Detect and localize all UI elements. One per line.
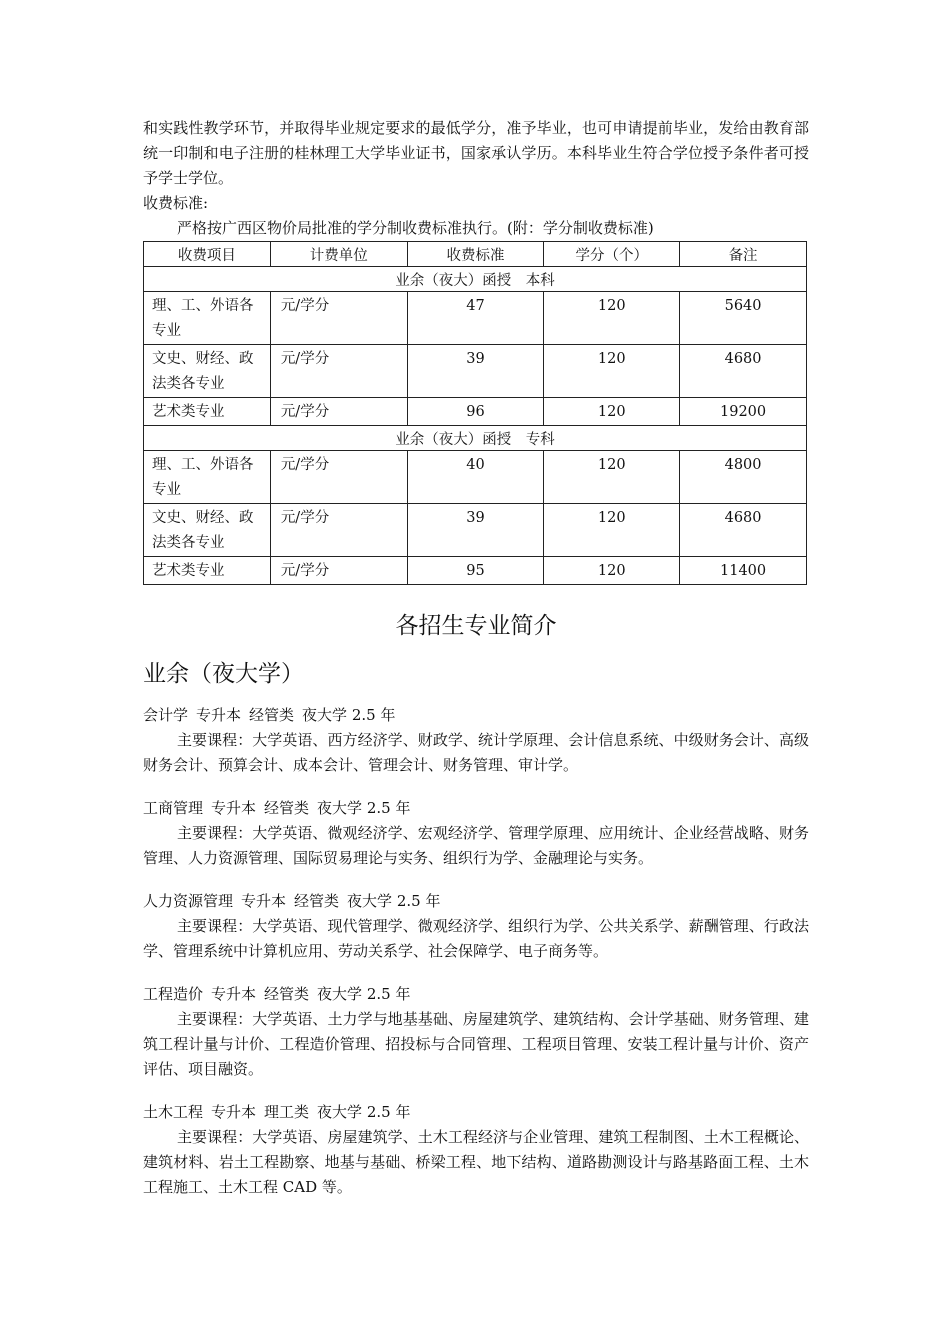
major-heading bbox=[143, 982, 809, 1007]
major-mode: 夜大学 2.5 年 bbox=[347, 892, 441, 910]
section-undergrad: 业余（夜大）函授 本科 bbox=[144, 267, 807, 292]
section-junior: 业余（夜大）函授 专科 bbox=[144, 426, 807, 451]
major-courses: 主要课程：大学英语、土力学与地基基础、房屋建筑学、建筑结构、会计学基础、财务管理、建筑工程计量与计价、工程造价管理、招投标与合同管理、工程项目管理、安装工程计量与计价、资产评估、项目融资。 bbox=[143, 1010, 809, 1078]
row-unit: 元/学分 bbox=[270, 345, 407, 398]
major-entry bbox=[143, 1100, 809, 1200]
major-level: 专升本 bbox=[211, 1103, 257, 1121]
document-page bbox=[143, 116, 809, 1200]
row-name: 文史、财经、政法类各专业 bbox=[144, 504, 271, 557]
row-rate: 47 bbox=[407, 292, 544, 345]
table-row bbox=[144, 292, 807, 345]
table-header-row bbox=[144, 242, 807, 267]
row-note: 4800 bbox=[680, 451, 807, 504]
row-name: 理、工、外语各专业 bbox=[144, 451, 271, 504]
row-rate: 39 bbox=[407, 345, 544, 398]
majors-title: 各招生专业简介 bbox=[395, 613, 557, 639]
table-row bbox=[144, 398, 807, 426]
major-name: 工商管理 bbox=[143, 799, 204, 817]
section-row bbox=[144, 267, 807, 292]
row-name: 艺术类专业 bbox=[144, 398, 271, 426]
fee-label: 收费标准: bbox=[143, 194, 209, 212]
row-unit: 元/学分 bbox=[270, 292, 407, 345]
header-item: 收费项目 bbox=[144, 242, 271, 267]
row-credits: 120 bbox=[544, 345, 680, 398]
row-rate: 40 bbox=[407, 451, 544, 504]
table-row bbox=[144, 451, 807, 504]
major-level: 专升本 bbox=[241, 892, 287, 910]
fee-table bbox=[143, 241, 807, 585]
major-name: 人力资源管理 bbox=[143, 892, 234, 910]
major-entry bbox=[143, 796, 809, 871]
major-category: 经管类 bbox=[294, 892, 340, 910]
row-unit: 元/学分 bbox=[270, 504, 407, 557]
row-note: 11400 bbox=[680, 557, 807, 585]
major-category: 经管类 bbox=[249, 706, 295, 724]
major-mode: 夜大学 2.5 年 bbox=[317, 799, 411, 817]
header-credits: 学分（个） bbox=[544, 242, 680, 267]
major-mode: 夜大学 2.5 年 bbox=[317, 985, 411, 1003]
major-courses: 主要课程：大学英语、现代管理学、微观经济学、组织行为学、公共关系学、薪酬管理、行政法学、管理系统中计算机应用、劳动关系学、社会保障学、电子商务等。 bbox=[143, 917, 809, 960]
row-credits: 120 bbox=[544, 504, 680, 557]
major-name: 工程造价 bbox=[143, 985, 204, 1003]
row-credits: 120 bbox=[544, 398, 680, 426]
row-unit: 元/学分 bbox=[270, 398, 407, 426]
major-entry bbox=[143, 889, 809, 964]
major-level: 专升本 bbox=[196, 706, 242, 724]
row-note: 19200 bbox=[680, 398, 807, 426]
major-level: 专升本 bbox=[211, 985, 257, 1003]
fee-note: 严格按广西区物价局批准的学分制收费标准执行。(附：学分制收费标准) bbox=[177, 219, 654, 237]
header-note: 备注 bbox=[680, 242, 807, 267]
row-name: 理、工、外语各专业 bbox=[144, 292, 271, 345]
major-heading bbox=[143, 703, 809, 728]
major-name: 土木工程 bbox=[143, 1103, 204, 1121]
row-credits: 120 bbox=[544, 292, 680, 345]
major-heading bbox=[143, 889, 809, 914]
row-rate: 95 bbox=[407, 557, 544, 585]
intro-paragraph: 和实践性教学环节，并取得毕业规定要求的最低学分，准予毕业，也可申请提前毕业，发给由教育部统一印制和电子注册的桂林理工大学毕业证书，国家承认学历。本科毕业生符合学位授予条件者可授予学士学位。 bbox=[143, 119, 809, 187]
major-heading bbox=[143, 1100, 809, 1125]
major-heading bbox=[143, 796, 809, 821]
major-mode: 夜大学 2.5 年 bbox=[317, 1103, 411, 1121]
major-name: 会计学 bbox=[143, 706, 189, 724]
major-courses: 主要课程：大学英语、西方经济学、财政学、统计学原理、会计信息系统、中级财务会计、高级财务会计、预算会计、成本会计、管理会计、财务管理、审计学。 bbox=[143, 731, 809, 774]
row-name: 艺术类专业 bbox=[144, 557, 271, 585]
row-credits: 120 bbox=[544, 557, 680, 585]
row-credits: 120 bbox=[544, 451, 680, 504]
row-rate: 96 bbox=[407, 398, 544, 426]
table-row bbox=[144, 557, 807, 585]
major-entry bbox=[143, 982, 809, 1082]
row-note: 4680 bbox=[680, 345, 807, 398]
row-note: 5640 bbox=[680, 292, 807, 345]
table-row bbox=[144, 345, 807, 398]
table-row bbox=[144, 504, 807, 557]
header-rate: 收费标准 bbox=[407, 242, 544, 267]
row-note: 4680 bbox=[680, 504, 807, 557]
part-title: 业余（夜大学） bbox=[143, 661, 304, 687]
row-rate: 39 bbox=[407, 504, 544, 557]
major-category: 经管类 bbox=[264, 799, 310, 817]
row-name: 文史、财经、政法类各专业 bbox=[144, 345, 271, 398]
major-category: 理工类 bbox=[264, 1103, 310, 1121]
major-category: 经管类 bbox=[264, 985, 310, 1003]
major-entry bbox=[143, 703, 809, 778]
row-unit: 元/学分 bbox=[270, 557, 407, 585]
header-unit: 计费单位 bbox=[270, 242, 407, 267]
major-courses: 主要课程：大学英语、房屋建筑学、土木工程经济与企业管理、建筑工程制图、土木工程概论、建筑材料、岩土工程勘察、地基与基础、桥梁工程、地下结构、道路勘测设计与路基路面工程、土木工程施工、土木工程 CAD 等。 bbox=[143, 1128, 809, 1196]
section-row bbox=[144, 426, 807, 451]
row-unit: 元/学分 bbox=[270, 451, 407, 504]
major-courses: 主要课程：大学英语、微观经济学、宏观经济学、管理学原理、应用统计、企业经营战略、财务管理、人力资源管理、国际贸易理论与实务、组织行为学、金融理论与实务。 bbox=[143, 824, 809, 867]
major-level: 专升本 bbox=[211, 799, 257, 817]
major-mode: 夜大学 2.5 年 bbox=[302, 706, 396, 724]
